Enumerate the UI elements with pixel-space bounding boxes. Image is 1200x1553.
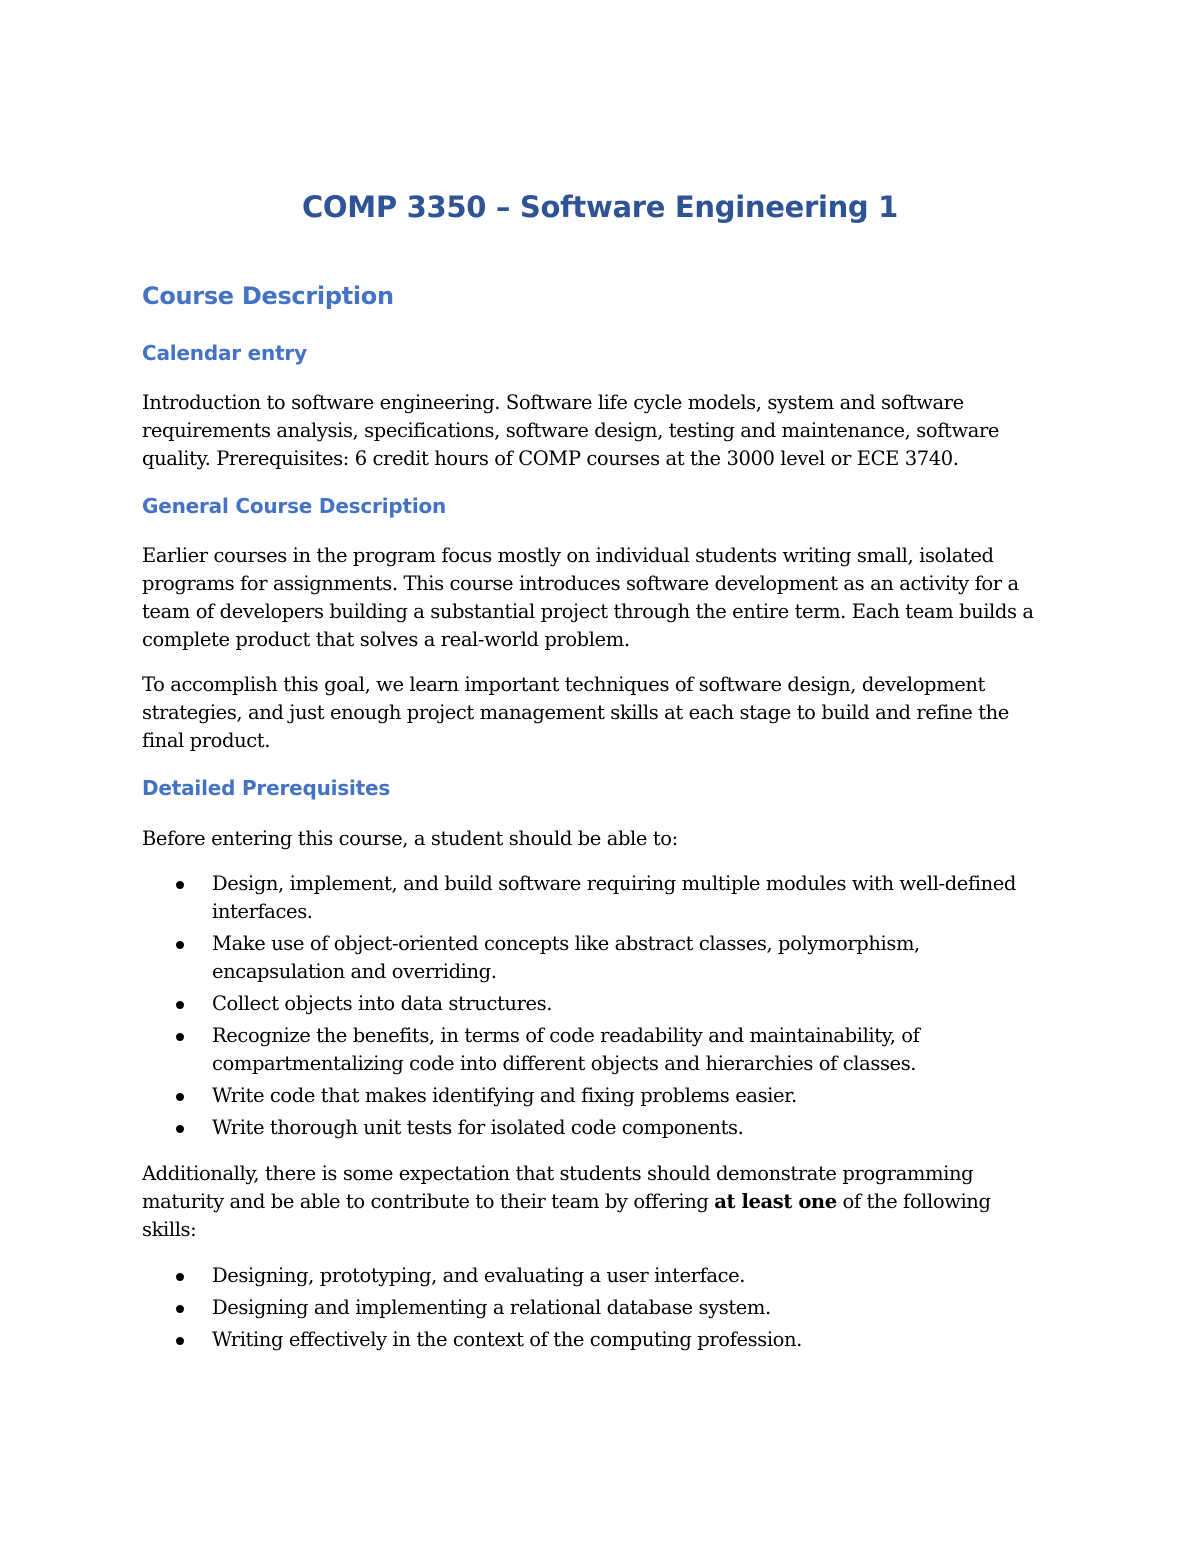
list-item — [142, 1082, 1047, 1110]
additional-skills-paragraph — [142, 1160, 1047, 1244]
list-item — [142, 1262, 1047, 1290]
prerequisites-intro: Before entering this course, a student should be able to: — [142, 827, 678, 850]
bullet-icon — [176, 1001, 184, 1009]
additional-text-before: Additionally, there is some expectation that students should demonstrate programming maturity and be able to contribute to their team by offering — [142, 1162, 974, 1213]
list-item-text: Designing, prototyping, and evaluating a user interface. — [212, 1264, 746, 1287]
bullet-icon — [176, 941, 184, 949]
list-item — [142, 930, 1047, 986]
course-description-heading: Course Description — [142, 282, 394, 310]
bullet-icon — [176, 1033, 184, 1041]
additional-text-after: of the following skills: — [142, 1190, 991, 1241]
list-item-text: Write code that makes identifying and fixing problems easier. — [212, 1084, 797, 1107]
list-item — [142, 1114, 1047, 1142]
list-item-text: Collect objects into data structures. — [212, 992, 553, 1015]
list-item — [142, 1294, 1047, 1322]
bullet-icon — [176, 1125, 184, 1133]
calendar-entry-heading: Calendar entry — [142, 341, 307, 365]
list-item-text: Design, implement, and build software requiring multiple modules with well-defined interfaces. — [212, 872, 1016, 923]
bullet-icon — [176, 881, 184, 889]
list-item-text: Writing effectively in the context of the computing profession. — [212, 1328, 802, 1351]
bullet-icon — [176, 1093, 184, 1101]
skills-list — [142, 1262, 1047, 1358]
detailed-prerequisites-heading: Detailed Prerequisites — [142, 776, 391, 800]
list-item — [142, 1326, 1047, 1354]
prerequisites-list — [142, 870, 1047, 1146]
general-description-paragraph-1: Earlier courses in the program focus mostly on individual students writing small, isolated programs for assignments. This course introduces software development as an activity for a team of developers building a substantial project through the entire term. Each team builds a complete product that solves a real-world problem. — [142, 544, 1034, 651]
list-item — [142, 1022, 1047, 1078]
additional-text-bold: at least one — [714, 1190, 837, 1213]
document-title: COMP 3350 – Software Engineering 1 — [301, 190, 899, 224]
list-item-text: Recognize the benefits, in terms of code readability and maintainability, of compartmentalizing code into different objects and hierarchies of classes. — [212, 1024, 920, 1075]
list-item — [142, 990, 1047, 1018]
general-description-heading: General Course Description — [142, 494, 447, 518]
list-item-text: Write thorough unit tests for isolated code components. — [212, 1116, 744, 1139]
calendar-entry-text: Introduction to software engineering. Software life cycle models, system and software requirements analysis, specifications, software design, testing and maintenance, software quality. Prerequisites: 6 credit hours of COMP courses at the 3000 level or ECE 3740. — [142, 391, 1000, 470]
general-description-paragraph-2: To accomplish this goal, we learn important techniques of software design, development strategies, and just enough project management skills at each stage to build and refine the final product. — [142, 673, 1009, 752]
list-item — [142, 870, 1047, 926]
list-item-text: Make use of object-oriented concepts like abstract classes, polymorphism, encapsulation and overriding. — [212, 932, 920, 983]
bullet-icon — [176, 1337, 184, 1345]
bullet-icon — [176, 1273, 184, 1281]
bullet-icon — [176, 1305, 184, 1313]
list-item-text: Designing and implementing a relational database system. — [212, 1296, 771, 1319]
